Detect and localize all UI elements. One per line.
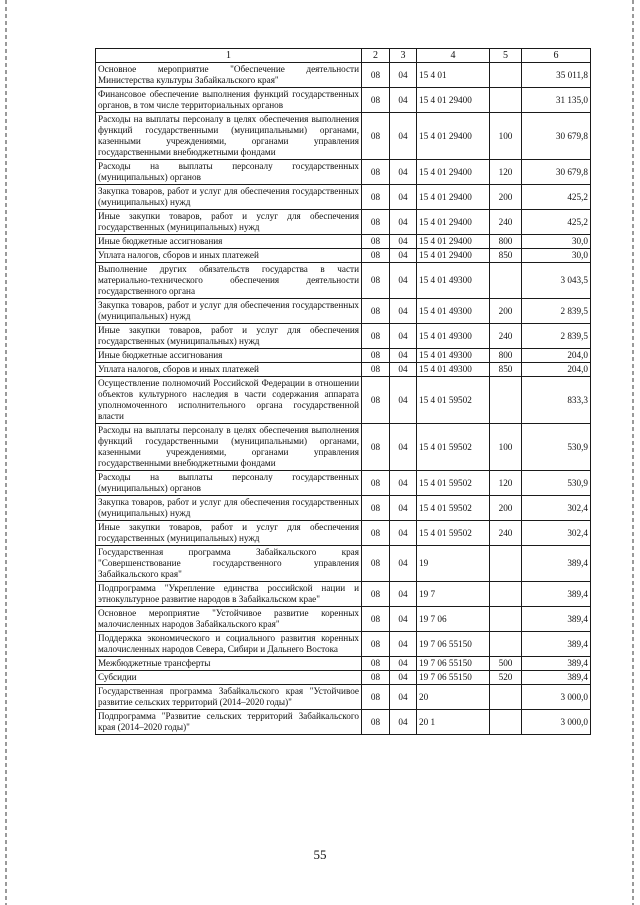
row-subsection-cell: 04 bbox=[390, 249, 417, 263]
table-row bbox=[96, 546, 591, 582]
table-row bbox=[96, 88, 591, 113]
row-expense-type-cell: 500 bbox=[490, 657, 522, 671]
row-expense-type-cell: 850 bbox=[490, 249, 522, 263]
row-amount-cell: 389,4 bbox=[522, 632, 591, 657]
table-row bbox=[96, 249, 591, 263]
row-amount-cell: 425,2 bbox=[522, 210, 591, 235]
table-row bbox=[96, 235, 591, 249]
row-amount-cell: 30,0 bbox=[522, 235, 591, 249]
row-expense-type-cell: 800 bbox=[490, 235, 522, 249]
table-row bbox=[96, 582, 591, 607]
row-name-cell: Основное мероприятие "Обеспечение деятельности Министерства культуры Забайкальского края" bbox=[96, 63, 362, 88]
row-subsection-cell: 04 bbox=[390, 424, 417, 471]
row-expense-type-cell: 200 bbox=[490, 185, 522, 210]
row-target-article-cell: 19 7 bbox=[417, 582, 490, 607]
row-target-article-cell: 15 4 01 49300 bbox=[417, 263, 490, 299]
table-row bbox=[96, 113, 591, 160]
row-name-cell: Расходы на выплаты персоналу в целях обеспечения выполнения функций государственными (муниципальными) органами, казенными учреждениями, органами управления государственными внебюджетными фондами bbox=[96, 113, 362, 160]
row-expense-type-cell: 240 bbox=[490, 521, 522, 546]
row-amount-cell: 204,0 bbox=[522, 363, 591, 377]
row-target-article-cell: 15 4 01 29400 bbox=[417, 210, 490, 235]
row-amount-cell: 833,3 bbox=[522, 377, 591, 424]
row-name-cell: Закупка товаров, работ и услуг для обеспечения государственных (муниципальных) нужд bbox=[96, 299, 362, 324]
page-number: 55 bbox=[313, 847, 327, 862]
table-row bbox=[96, 632, 591, 657]
row-name-cell: Межбюджетные трансферты bbox=[96, 657, 362, 671]
row-target-article-cell: 15 4 01 29400 bbox=[417, 185, 490, 210]
row-expense-type-cell bbox=[490, 685, 522, 710]
row-amount-cell: 31 135,0 bbox=[522, 88, 591, 113]
row-name-cell: Закупка товаров, работ и услуг для обеспечения государственных (муниципальных) нужд bbox=[96, 185, 362, 210]
row-target-article-cell: 15 4 01 59502 bbox=[417, 377, 490, 424]
row-amount-cell: 30 679,8 bbox=[522, 160, 591, 185]
row-section-cell: 08 bbox=[362, 235, 390, 249]
row-expense-type-cell: 800 bbox=[490, 349, 522, 363]
row-expense-type-cell: 240 bbox=[490, 324, 522, 349]
row-section-cell: 08 bbox=[362, 185, 390, 210]
table-row bbox=[96, 377, 591, 424]
table-row bbox=[96, 299, 591, 324]
row-name-cell: Государственная программа Забайкальского края "Устойчивое развитие сельских территорий (2014–2020 годы)" bbox=[96, 685, 362, 710]
row-subsection-cell: 04 bbox=[390, 632, 417, 657]
row-amount-cell: 30,0 bbox=[522, 249, 591, 263]
row-name-cell: Иные закупки товаров, работ и услуг для обеспечения государственных (муниципальных) нужд bbox=[96, 324, 362, 349]
table-row bbox=[96, 160, 591, 185]
row-subsection-cell: 04 bbox=[390, 113, 417, 160]
row-subsection-cell: 04 bbox=[390, 710, 417, 735]
row-expense-type-cell: 120 bbox=[490, 160, 522, 185]
row-subsection-cell: 04 bbox=[390, 235, 417, 249]
row-target-article-cell: 19 7 06 55150 bbox=[417, 671, 490, 685]
row-target-article-cell: 19 7 06 55150 bbox=[417, 657, 490, 671]
row-amount-cell: 302,4 bbox=[522, 496, 591, 521]
row-section-cell: 08 bbox=[362, 496, 390, 521]
row-target-article-cell: 15 4 01 49300 bbox=[417, 299, 490, 324]
row-expense-type-cell bbox=[490, 710, 522, 735]
row-subsection-cell: 04 bbox=[390, 471, 417, 496]
row-target-article-cell: 15 4 01 29400 bbox=[417, 88, 490, 113]
row-name-cell: Основное мероприятие "Устойчивое развитие коренных малочисленных народов Забайкальского края" bbox=[96, 607, 362, 632]
row-subsection-cell: 04 bbox=[390, 263, 417, 299]
header-col-5: 5 bbox=[490, 49, 522, 63]
row-subsection-cell: 04 bbox=[390, 160, 417, 185]
row-expense-type-cell bbox=[490, 63, 522, 88]
row-section-cell: 08 bbox=[362, 521, 390, 546]
table-row bbox=[96, 685, 591, 710]
row-target-article-cell: 15 4 01 59502 bbox=[417, 521, 490, 546]
row-section-cell: 08 bbox=[362, 349, 390, 363]
row-section-cell: 08 bbox=[362, 671, 390, 685]
row-target-article-cell: 20 1 bbox=[417, 710, 490, 735]
row-expense-type-cell: 100 bbox=[490, 424, 522, 471]
row-section-cell: 08 bbox=[362, 607, 390, 632]
header-col-4: 4 bbox=[417, 49, 490, 63]
row-section-cell: 08 bbox=[362, 424, 390, 471]
row-section-cell: 08 bbox=[362, 299, 390, 324]
row-subsection-cell: 04 bbox=[390, 363, 417, 377]
row-section-cell: 08 bbox=[362, 263, 390, 299]
row-target-article-cell: 15 4 01 bbox=[417, 63, 490, 88]
row-section-cell: 08 bbox=[362, 377, 390, 424]
row-subsection-cell: 04 bbox=[390, 496, 417, 521]
row-expense-type-cell bbox=[490, 377, 522, 424]
table-row bbox=[96, 185, 591, 210]
row-amount-cell: 530,9 bbox=[522, 471, 591, 496]
row-section-cell: 08 bbox=[362, 471, 390, 496]
row-section-cell: 08 bbox=[362, 657, 390, 671]
budget-table bbox=[95, 48, 591, 735]
row-section-cell: 08 bbox=[362, 249, 390, 263]
row-expense-type-cell bbox=[490, 88, 522, 113]
row-expense-type-cell: 200 bbox=[490, 299, 522, 324]
row-subsection-cell: 04 bbox=[390, 521, 417, 546]
row-target-article-cell: 20 bbox=[417, 685, 490, 710]
table-row bbox=[96, 471, 591, 496]
row-name-cell: Подпрограмма "Развитие сельских территорий Забайкальского края (2014–2020 годы)" bbox=[96, 710, 362, 735]
row-name-cell: Уплата налогов, сборов и иных платежей bbox=[96, 249, 362, 263]
row-section-cell: 08 bbox=[362, 63, 390, 88]
row-target-article-cell: 15 4 01 49300 bbox=[417, 324, 490, 349]
header-col-6: 6 bbox=[522, 49, 591, 63]
table-header-row bbox=[96, 49, 591, 63]
row-amount-cell: 530,9 bbox=[522, 424, 591, 471]
row-expense-type-cell: 200 bbox=[490, 496, 522, 521]
row-section-cell: 08 bbox=[362, 546, 390, 582]
table-row bbox=[96, 349, 591, 363]
row-section-cell: 08 bbox=[362, 160, 390, 185]
table-row bbox=[96, 324, 591, 349]
row-amount-cell: 2 839,5 bbox=[522, 299, 591, 324]
row-target-article-cell: 15 4 01 59502 bbox=[417, 496, 490, 521]
row-amount-cell: 389,4 bbox=[522, 582, 591, 607]
row-amount-cell: 425,2 bbox=[522, 185, 591, 210]
table-row bbox=[96, 63, 591, 88]
row-subsection-cell: 04 bbox=[390, 63, 417, 88]
table-row bbox=[96, 710, 591, 735]
row-target-article-cell: 19 7 06 55150 bbox=[417, 632, 490, 657]
row-name-cell: Закупка товаров, работ и услуг для обеспечения государственных (муниципальных) нужд bbox=[96, 496, 362, 521]
row-name-cell: Подпрограмма "Укрепление единства российской нации и этнокультурное развитие народов в Забайкальском крае" bbox=[96, 582, 362, 607]
row-section-cell: 08 bbox=[362, 582, 390, 607]
row-amount-cell: 3 043,5 bbox=[522, 263, 591, 299]
header-col-2: 2 bbox=[362, 49, 390, 63]
row-amount-cell: 302,4 bbox=[522, 521, 591, 546]
row-subsection-cell: 04 bbox=[390, 671, 417, 685]
row-subsection-cell: 04 bbox=[390, 210, 417, 235]
row-subsection-cell: 04 bbox=[390, 88, 417, 113]
row-name-cell: Иные бюджетные ассигнования bbox=[96, 349, 362, 363]
row-subsection-cell: 04 bbox=[390, 546, 417, 582]
table-row bbox=[96, 210, 591, 235]
row-amount-cell: 35 011,8 bbox=[522, 63, 591, 88]
table-row bbox=[96, 496, 591, 521]
row-section-cell: 08 bbox=[362, 210, 390, 235]
row-expense-type-cell bbox=[490, 582, 522, 607]
row-target-article-cell: 15 4 01 29400 bbox=[417, 249, 490, 263]
header-col-1: 1 bbox=[96, 49, 362, 63]
row-subsection-cell: 04 bbox=[390, 582, 417, 607]
table-row bbox=[96, 263, 591, 299]
row-name-cell: Субсидии bbox=[96, 671, 362, 685]
row-name-cell: Расходы на выплаты персоналу государственных (муниципальных) органов bbox=[96, 160, 362, 185]
row-name-cell: Расходы на выплаты персоналу в целях обеспечения выполнения функций государственными (муниципальными) органами, казенными учреждениями, органами управления государственными внебюджетными фондами bbox=[96, 424, 362, 471]
row-amount-cell: 2 839,5 bbox=[522, 324, 591, 349]
row-section-cell: 08 bbox=[362, 685, 390, 710]
row-subsection-cell: 04 bbox=[390, 324, 417, 349]
row-name-cell: Государственная программа Забайкальского края "Совершенствование государственного управления Забайкальского края" bbox=[96, 546, 362, 582]
row-target-article-cell: 15 4 01 49300 bbox=[417, 363, 490, 377]
table-row bbox=[96, 521, 591, 546]
header-col-3: 3 bbox=[390, 49, 417, 63]
row-section-cell: 08 bbox=[362, 363, 390, 377]
row-subsection-cell: 04 bbox=[390, 377, 417, 424]
row-name-cell: Уплата налогов, сборов и иных платежей bbox=[96, 363, 362, 377]
row-name-cell: Осуществление полномочий Российской Федерации в отношении объектов культурного наследия в части содержания аппарата уполномоченного исполнительного органа государственной власти bbox=[96, 377, 362, 424]
row-name-cell: Расходы на выплаты персоналу государственных (муниципальных) органов bbox=[96, 471, 362, 496]
row-subsection-cell: 04 bbox=[390, 685, 417, 710]
scan-right-edge bbox=[632, 0, 634, 905]
row-target-article-cell: 15 4 01 59502 bbox=[417, 471, 490, 496]
row-expense-type-cell: 520 bbox=[490, 671, 522, 685]
row-target-article-cell: 15 4 01 59502 bbox=[417, 424, 490, 471]
row-name-cell: Иные закупки товаров, работ и услуг для обеспечения государственных (муниципальных) нужд bbox=[96, 521, 362, 546]
row-section-cell: 08 bbox=[362, 88, 390, 113]
row-amount-cell: 389,4 bbox=[522, 671, 591, 685]
row-amount-cell: 389,4 bbox=[522, 657, 591, 671]
row-section-cell: 08 bbox=[362, 710, 390, 735]
row-expense-type-cell bbox=[490, 546, 522, 582]
row-amount-cell: 3 000,0 bbox=[522, 685, 591, 710]
row-amount-cell: 30 679,8 bbox=[522, 113, 591, 160]
row-expense-type-cell bbox=[490, 607, 522, 632]
table-row bbox=[96, 671, 591, 685]
row-expense-type-cell: 100 bbox=[490, 113, 522, 160]
row-expense-type-cell: 850 bbox=[490, 363, 522, 377]
table-row bbox=[96, 607, 591, 632]
row-subsection-cell: 04 bbox=[390, 299, 417, 324]
row-amount-cell: 3 000,0 bbox=[522, 710, 591, 735]
row-target-article-cell: 19 bbox=[417, 546, 490, 582]
row-name-cell: Поддержка экономического и социального развития коренных малочисленных народов Севера, Сибири и Дальнего Востока bbox=[96, 632, 362, 657]
row-target-article-cell: 15 4 01 29400 bbox=[417, 113, 490, 160]
row-subsection-cell: 04 bbox=[390, 657, 417, 671]
row-expense-type-cell: 120 bbox=[490, 471, 522, 496]
row-amount-cell: 389,4 bbox=[522, 607, 591, 632]
row-subsection-cell: 04 bbox=[390, 185, 417, 210]
row-subsection-cell: 04 bbox=[390, 607, 417, 632]
row-expense-type-cell bbox=[490, 632, 522, 657]
row-name-cell: Выполнение других обязательств государства в части материально-технического обеспечения деятельности государственного органа bbox=[96, 263, 362, 299]
row-target-article-cell: 15 4 01 29400 bbox=[417, 235, 490, 249]
table-row bbox=[96, 657, 591, 671]
row-amount-cell: 204,0 bbox=[522, 349, 591, 363]
row-target-article-cell: 15 4 01 29400 bbox=[417, 160, 490, 185]
scan-left-edge bbox=[5, 0, 7, 905]
row-target-article-cell: 15 4 01 49300 bbox=[417, 349, 490, 363]
row-name-cell: Иные бюджетные ассигнования bbox=[96, 235, 362, 249]
table-row bbox=[96, 424, 591, 471]
row-section-cell: 08 bbox=[362, 113, 390, 160]
row-target-article-cell: 19 7 06 bbox=[417, 607, 490, 632]
row-subsection-cell: 04 bbox=[390, 349, 417, 363]
table-body bbox=[96, 49, 591, 735]
row-section-cell: 08 bbox=[362, 632, 390, 657]
table-row bbox=[96, 363, 591, 377]
row-name-cell: Финансовое обеспечение выполнения функций государственных органов, в том числе территориальных органов bbox=[96, 88, 362, 113]
row-name-cell: Иные закупки товаров, работ и услуг для обеспечения государственных (муниципальных) нужд bbox=[96, 210, 362, 235]
row-expense-type-cell bbox=[490, 263, 522, 299]
row-section-cell: 08 bbox=[362, 324, 390, 349]
row-amount-cell: 389,4 bbox=[522, 546, 591, 582]
row-expense-type-cell: 240 bbox=[490, 210, 522, 235]
